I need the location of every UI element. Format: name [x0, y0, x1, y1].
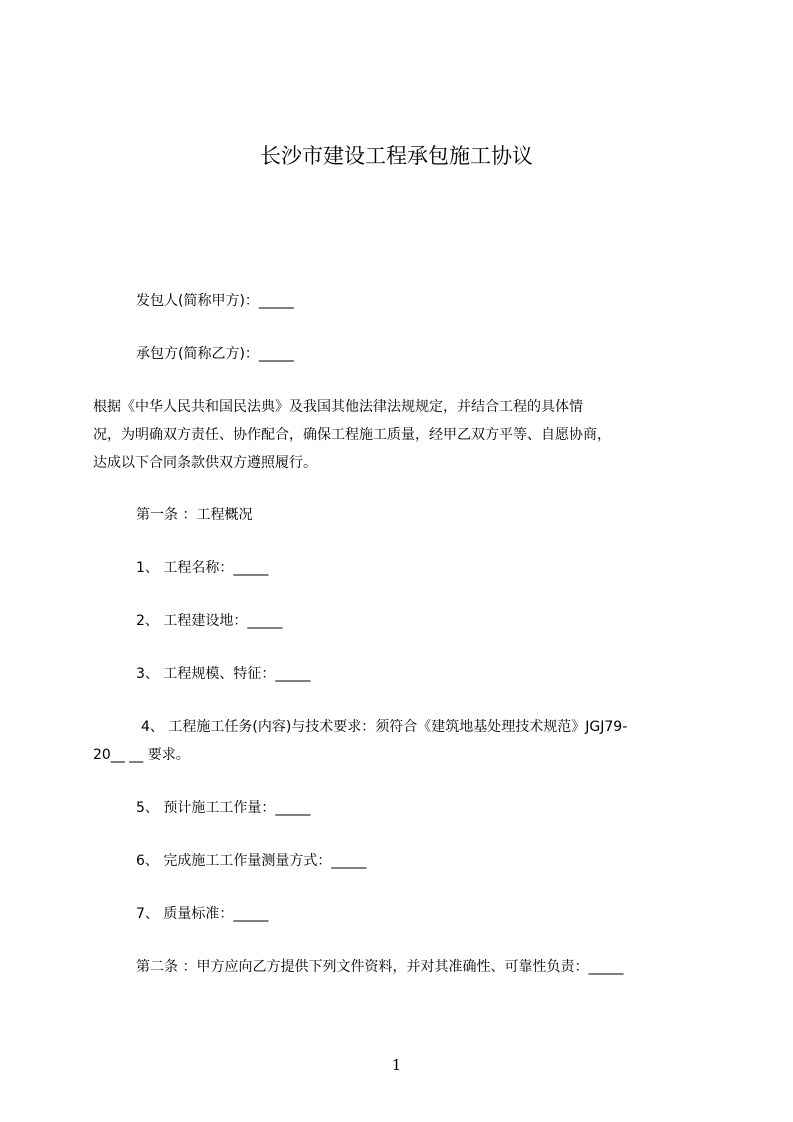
item-quality-standard: 7、 质量标准：_____ — [136, 906, 269, 922]
item-estimated-workload: 5、 预计施工工作量：_____ — [136, 800, 311, 816]
item-measurement-method: 6、 完成施工工作量测量方式：_____ — [136, 853, 367, 869]
party-a-line: 发包人(简称甲方)：_____ — [136, 293, 294, 309]
item-technical-requirements-line-2: 20__ __ 要求。 — [93, 747, 190, 763]
item-construction-site: 2、 工程建设地：_____ — [136, 613, 283, 629]
intro-paragraph-line-1: 根据《中华人民共和国民法典》及我国其他法律法规规定，并结合工程的具体情 — [93, 399, 583, 415]
article-1-heading: 第一条 ：工程概况 — [136, 507, 253, 523]
party-b-line: 承包方(简称乙方)：_____ — [136, 346, 294, 362]
article-2-heading: 第二条 ：甲方应向乙方提供下列文件资料，并对其准确性、可靠性负责：_____ — [136, 959, 624, 975]
page-number: 1 — [391, 1056, 402, 1074]
intro-paragraph-line-2: 况，为明确双方责任、协作配合，确保工程施工质量，经甲乙双方平等、自愿协商， — [93, 427, 611, 443]
item-project-scale: 3、 工程规模、特征：_____ — [136, 666, 311, 682]
item-technical-requirements-line-1: 4、 工程施工任务(内容)与技术要求：须符合《建筑地基处理技术规范》JGJ79- — [141, 719, 628, 735]
intro-paragraph-line-3: 达成以下合同条款供双方遵照履行。 — [93, 455, 317, 471]
document-title: 长沙市建设工程承包施工协议 — [260, 144, 533, 168]
item-project-name: 1、 工程名称：_____ — [136, 560, 269, 576]
